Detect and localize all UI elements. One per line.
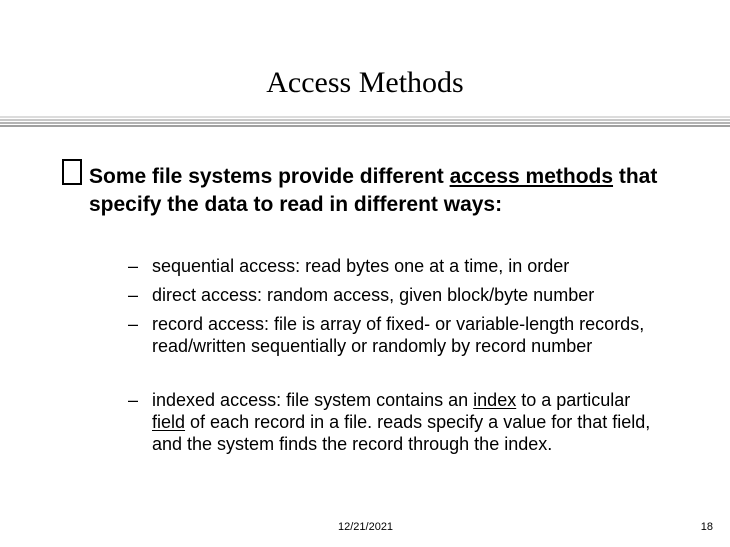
indexed-text: indexed access: file system contains an [152, 390, 474, 410]
indexed-text: of each record in a file. reads specify a value for that field, and the system finds the record through the index. [152, 412, 651, 454]
divider [0, 122, 730, 124]
footer-date: 12/21/2021 [338, 521, 394, 533]
dash-icon: – [128, 285, 139, 305]
access-methods-term: access methods [449, 165, 614, 188]
sub-bullet-record [128, 313, 658, 357]
sub-bullet-text [128, 389, 658, 455]
sub-bullet-direct [128, 284, 708, 306]
main-bullet-text: that specify the data to read in different ways: [89, 165, 658, 216]
sub-bullet-text: direct access: random access, given block/byte number [152, 285, 595, 305]
bullet-placeholder-icon [62, 159, 82, 185]
sub-bullet-text: record access: file is array of fixed- or variable-length records, read/written sequentially or randomly by record number [152, 314, 645, 356]
divider [0, 119, 730, 121]
divider [0, 116, 730, 118]
index-term: index [473, 390, 517, 410]
slide-title: Access Methods [266, 66, 464, 99]
sub-bullet-sequential [128, 255, 708, 277]
dash-icon: – [128, 314, 139, 334]
main-bullet [89, 163, 689, 219]
dash-icon: – [128, 256, 139, 276]
sub-bullet-indexed [128, 389, 658, 455]
main-bullet-text: Some file systems provide different [89, 165, 450, 188]
sub-bullet-text: sequential access: read bytes one at a time, in order [152, 256, 570, 276]
dash-icon: – [128, 390, 139, 410]
field-term: field [152, 412, 186, 432]
page-number: 18 [700, 521, 713, 533]
divider [0, 125, 730, 127]
indexed-text: to a particular [516, 390, 631, 410]
